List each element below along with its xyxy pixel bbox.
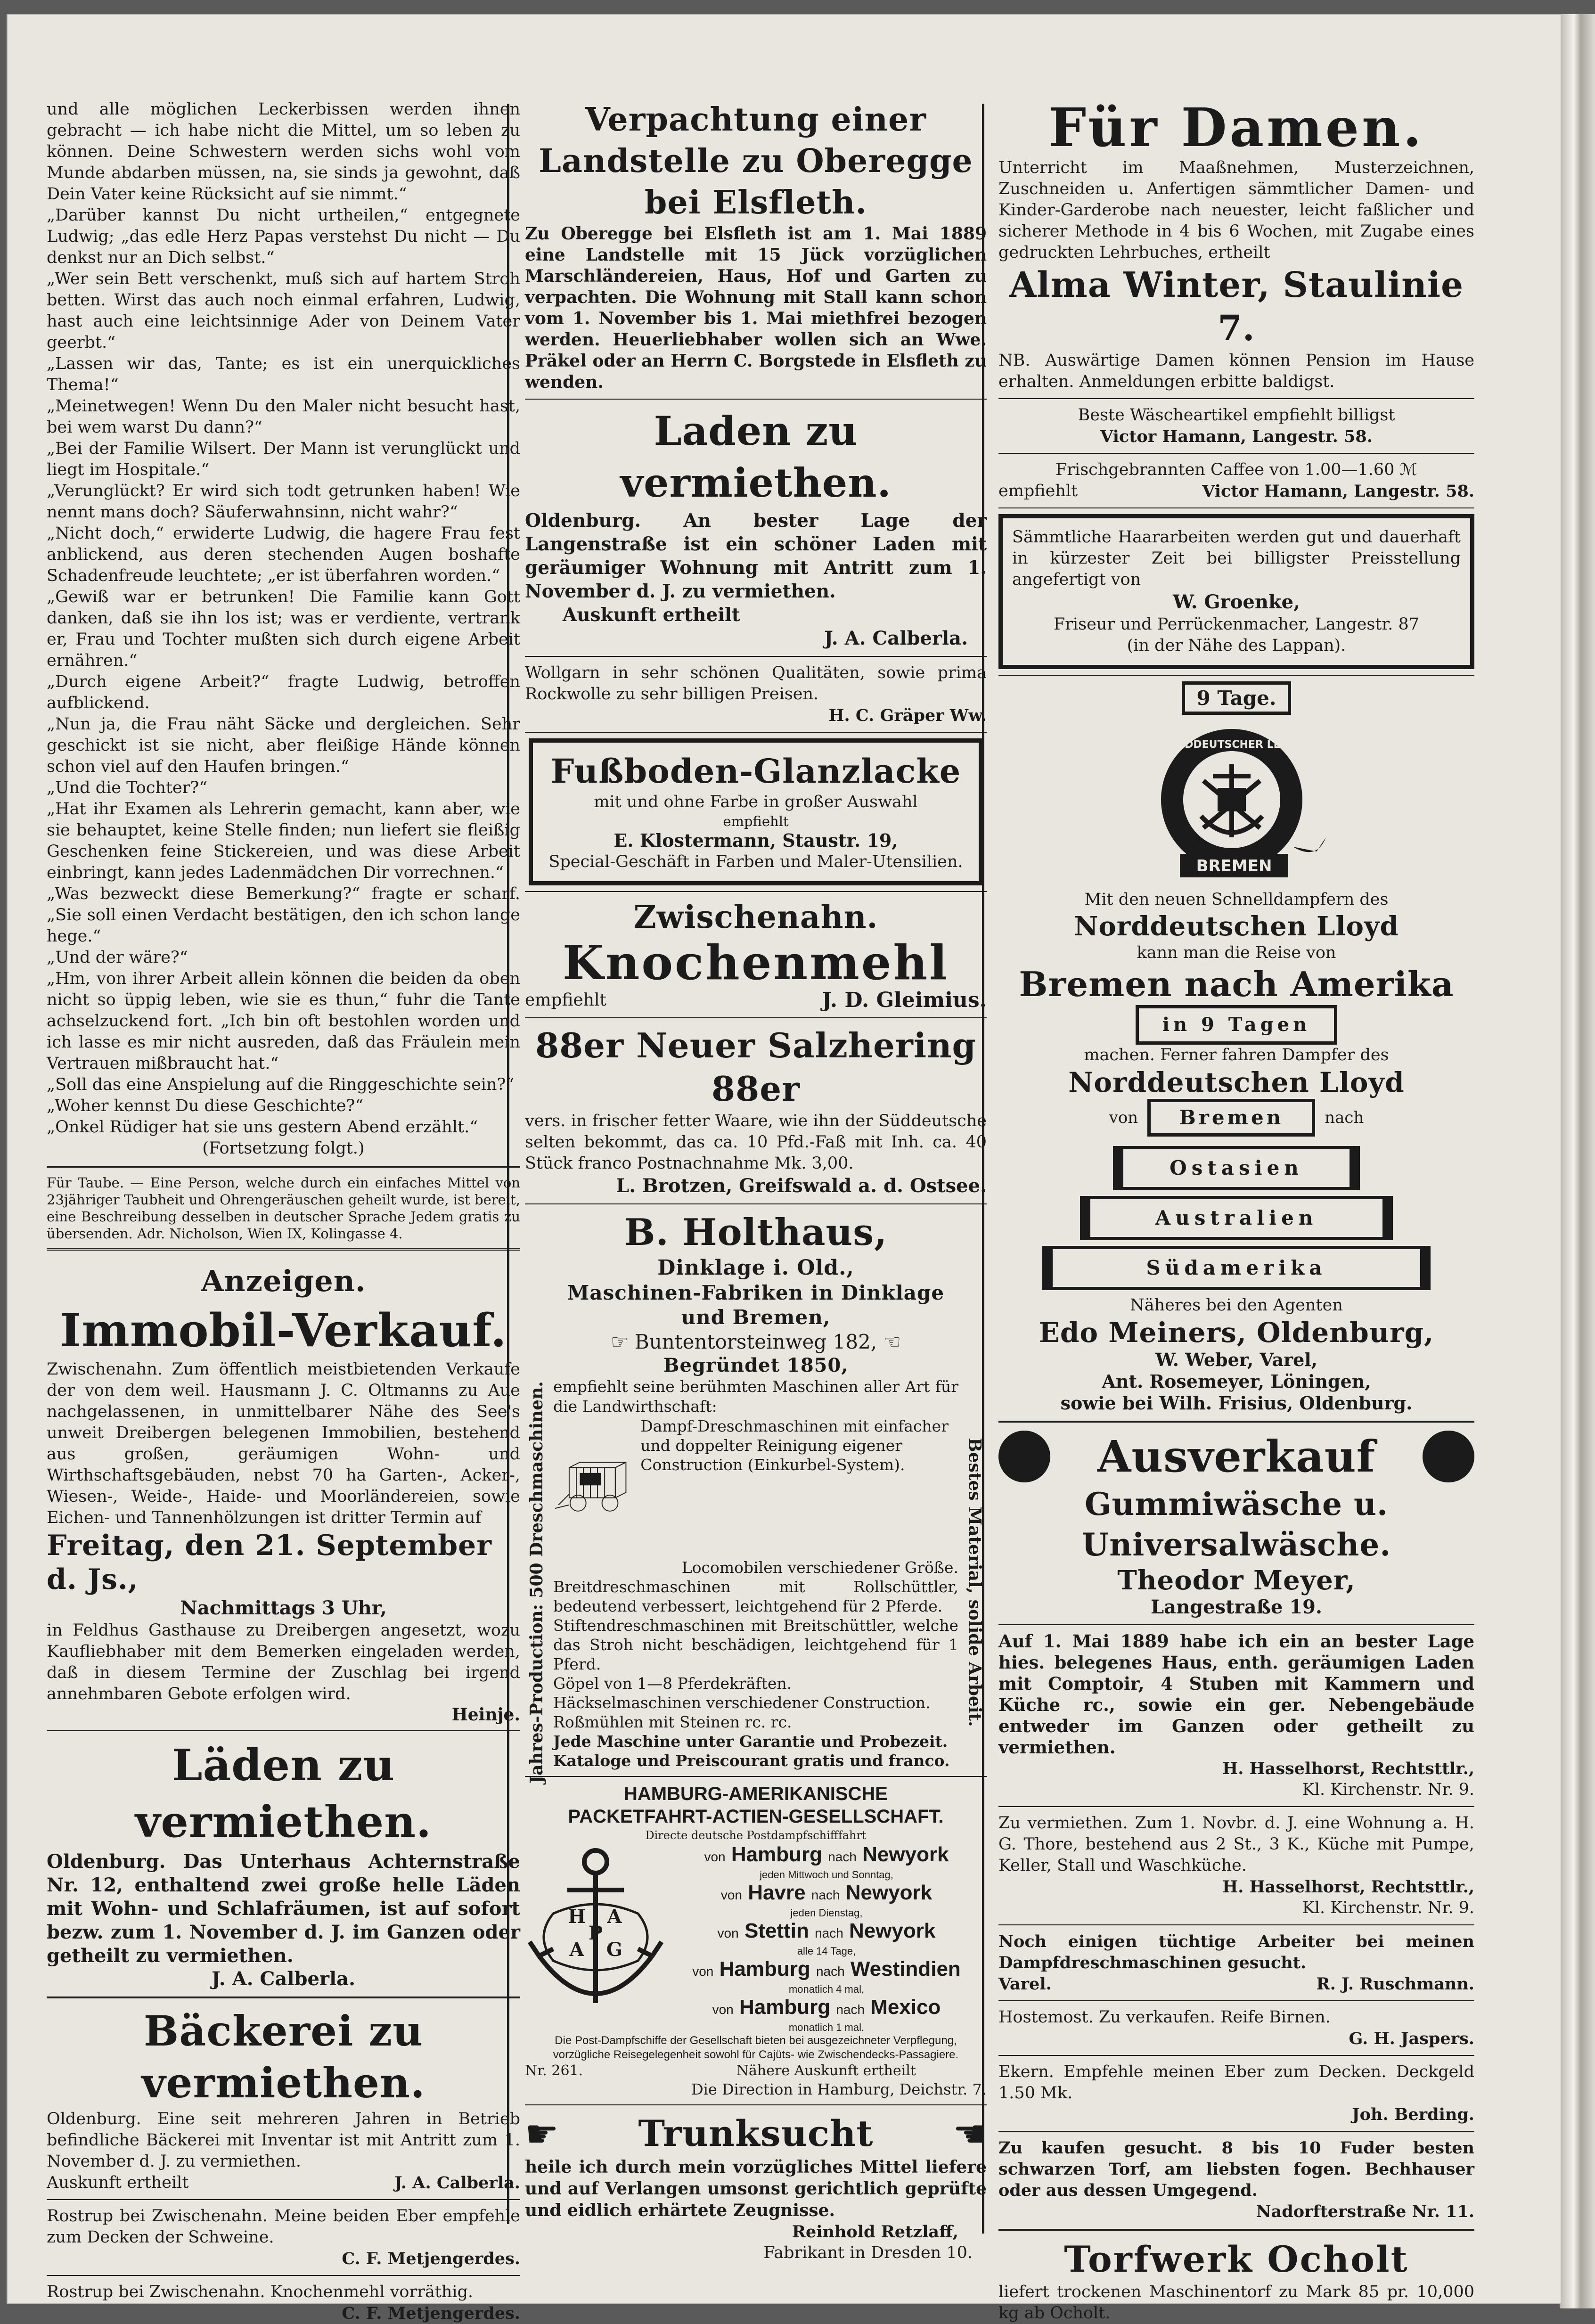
route-to: Newyork (845, 1881, 932, 1904)
lloyd-von: von (1109, 1108, 1138, 1127)
divider (47, 2275, 520, 2276)
holthaus-item: Breitdreschmaschinen mit Rollschüttler, bedeutend verbessert, leichtgehend für 2 Pferde. (553, 1578, 958, 1615)
lloyd-von-row (998, 1099, 1474, 1137)
lloyd-agents-heading: Näheres bei den Agenten (1130, 1296, 1343, 1315)
hapag-route (666, 1919, 987, 1957)
laden-signature: J. A. Calberla. (824, 627, 968, 649)
divider (525, 1203, 987, 1204)
divider (998, 1806, 1474, 1807)
story-paragraph: und alle möglichen Leckerbissen werden ihnen gebracht — ich habe nicht die Mittel, um so leben zu können. Deine Schwestern werden sichs wohl vom Munde abdarben müssen, na, sie sinds ja gewohnt, daß Dein Vater keine Rücksicht auf sie nimmt.“ (47, 100, 520, 204)
holthaus-item: Stiftendreschmaschinen mit Breitschüttler, welche das Stroh nicht beschädigen, leichtgehend für 1 Pferd. (553, 1616, 958, 1673)
laeden-title: Läden zu vermiethen. (135, 1740, 432, 1847)
divider (998, 2000, 1474, 2001)
ausverkauf-title: Ausverkauf (1097, 1431, 1376, 1482)
lloyd-days-box: 9 Tage. (1182, 681, 1291, 715)
route-note: jeden Dienstag, (790, 1907, 863, 1919)
salzhering-signature: L. Brotzen, Greifswald a. d. Ostsee. (616, 1175, 987, 1197)
page-edge (1560, 14, 1595, 2308)
pointing-hand-icon: ☚ (953, 2111, 987, 2156)
hapag-number: Nr. 261. (525, 2062, 583, 2079)
hapag-footer (525, 2062, 987, 2080)
fussboden-title: Fußboden-Glanzlacke (550, 752, 961, 791)
holthaus-loco: Locomobilen verschiedener Größe. (681, 1558, 958, 1577)
story-paragraph: „Verunglückt? Er wird sich todt getrunken haben! Wie nennt mans doch? Säuferwahnsinn, nicht wahr?“ (47, 482, 520, 522)
newspaper-page (7, 14, 1562, 2323)
lloyd-bremen-box: Bremen (1147, 1099, 1315, 1137)
lloyd-emblem-bottom: BREMEN (1196, 857, 1272, 876)
caffee-footer (998, 481, 1474, 502)
hapag-logo-letter: P (588, 1922, 603, 1944)
hapag-route (666, 1957, 987, 1996)
wohnung-signature: H. Hasselhorst, Rechtsttlr., (1222, 1877, 1474, 1897)
hapag-subtitle: Directe deutsche Postdampfschifffahrt (645, 1829, 867, 1842)
lloyd-agent: Edo Meiners, Oldenburg, (1039, 1317, 1434, 1349)
story-paragraph: „Onkel Rüdiger hat sie uns gestern Abend erzählt.“ (47, 1118, 478, 1137)
lloyd-line-3: machen. Ferner fahren Dampfer des (1084, 1046, 1389, 1064)
holthaus-location: Dinklage i. Old., (657, 1256, 854, 1280)
holthaus-side-left-wrap (525, 1276, 548, 1889)
holthaus-machine-row (553, 1416, 958, 1558)
story-paragraph: „Was bezweckt diese Bemerkung?“ fragte er scharf. „Sie soll einen Verdacht bestätigen, den ich schon lange hege.“ (47, 884, 520, 946)
divider (525, 1017, 987, 1018)
route-from: Stettin (744, 1919, 809, 1942)
middle-column (525, 99, 987, 2264)
holthaus-side-right-wrap (963, 1276, 987, 1889)
story-paragraph: „Lassen wir das, Tante; es ist ein unerquickliches Thema!“ (47, 354, 520, 394)
story-paragraph: „Soll das eine Anspielung auf die Ringgeschichte sein?“ (47, 1075, 515, 1094)
divider (998, 1624, 1474, 1625)
hapag-title-2: PACKETFAHRT-ACTIEN-GESELLSCHAFT. (568, 1806, 944, 1827)
haar-address-2: (in der Nähe des Lappan). (1127, 636, 1346, 655)
route-from: Hamburg (731, 1843, 822, 1866)
route-von: von (704, 1849, 726, 1864)
mai-signature-2: Kl. Kirchenstr. Nr. 9. (1302, 1780, 1474, 1799)
arbeiter-signature: R. J. Ruschmann. (1316, 1974, 1474, 1994)
waesche-signature: Victor Hamann, Langestr. 58. (1100, 427, 1373, 446)
fussboden-line: mit und ohne Farbe in großer Auswahl (594, 793, 918, 811)
lloyd-name-2: Norddeutschen Lloyd (1068, 1066, 1405, 1098)
story-paragraph: „Darüber kannst Du nicht urtheilen,“ entgegnete Ludwig; „das edle Herz Papas verstehst Du nicht — Du denkst nur an Dich selbst.“ (47, 206, 520, 267)
route-nach: nach (815, 1926, 843, 1940)
route-note: alle 14 Tage, (797, 1945, 856, 1957)
lloyd-nach: nach (1325, 1108, 1364, 1127)
hapag-logo-letter: A (569, 1939, 584, 1961)
hapag-route (666, 1881, 987, 1919)
fussboden-special: Special-Geschäft in Farben und Maler-Utensilien. (548, 852, 963, 871)
ads-heading: Anzeigen. (201, 1264, 366, 1298)
divider (525, 2104, 987, 2105)
holthaus-intro: empfiehlt seine berühmten Maschinen aller Art für die Landwirthschaft: (553, 1377, 958, 1416)
baeckerei-title: Bäckerei zu vermiethen. (141, 2006, 425, 2107)
gummi-title: Gummiwäsche u. Universalwäsche. (1081, 1486, 1391, 1563)
hostemost-signature: G. H. Jaspers. (1349, 2029, 1474, 2048)
route-note: monatlich 4 mal, (788, 1983, 865, 1995)
divider (998, 675, 1474, 676)
knochen-text: Rostrup bei Zwischenahn. Knochenmehl vorräthig. (47, 2283, 474, 2301)
salzhering-title: 88er Neuer Salzhering 88er (535, 1025, 976, 1109)
immobil-date: Freitag, den 21. September d. Js., (47, 1529, 492, 1596)
haar-address: Friseur und Perrückenmacher, Langestr. 87 (1053, 615, 1420, 634)
gummi-name: Theodor Meyer, (1117, 1565, 1356, 1596)
trunksucht-header (525, 2111, 987, 2156)
divider (525, 732, 987, 733)
wohnung-signature-2: Kl. Kirchenstr. Nr. 9. (1302, 1898, 1474, 1917)
immobil-signature: Heinje. (451, 1705, 520, 1725)
lloyd-line-1: Mit den neuen Schnelldampfern des (1084, 890, 1389, 909)
lloyd-ad (998, 681, 1474, 1414)
laden-title: Laden zu vermiethen. (620, 408, 892, 506)
ornament-circle-icon (998, 1431, 1050, 1482)
story-paragraph: „Durch eigene Arbeit?“ fragte Ludwig, betroffen aufblickend. (47, 672, 520, 712)
gummi-address: Langestraße 19. (1151, 1596, 1322, 1618)
caffee-empfiehlt: empfiehlt (998, 482, 1078, 500)
hapag-logo-letter: G (606, 1939, 623, 1961)
lloyd-agent: sowie bei Wilh. Frisius, Oldenburg. (1060, 1392, 1413, 1414)
immobil-text-2: in Feldhus Gasthause zu Dreibergen angesetzt, wozu Kaufliebhaber mit dem Bemerken eingeladen werden, daß in diesem Termine der Zuschlag bei irgend annehmbaren Gebote erfolgen wird. (47, 1621, 520, 1703)
baeckerei-text: Oldenburg. Eine seit mehreren Jahren in Betrieb befindliche Bäckerei mit Inventar ist mit Antritt zum 1. November d. J. zu vermiethen. (47, 2110, 520, 2171)
route-to: Newyork (849, 1919, 936, 1942)
serial-story (47, 99, 520, 1159)
story-paragraph: „Und der wäre?“ (47, 948, 188, 967)
story-paragraph: „Hm, von ihrer Arbeit allein können die beiden da oben nicht so üppig leben, wie sie es thun,“ fuhr die Tante achselzuckend fort. „Ich bin oft bestohlen worden und ich lasse es mir nicht ausreden, daß das Fräulein mein Vertrauen mißbraucht hat.“ (47, 969, 520, 1073)
pointing-hand-icon: ☞ (610, 1330, 629, 1353)
divider (525, 891, 987, 892)
immobil-time: Nachmittags 3 Uhr, (180, 1597, 387, 1619)
trunksucht-title: Trunksucht (638, 2112, 874, 2154)
story-paragraph: „Nun ja, die Frau näht Säcke und dergleichen. Sehr geschickt ist sie nicht, aber fleißige Hände können schon viel auf den Haufen bringen.“ (47, 715, 520, 776)
holthaus-title: B. Holthaus, (624, 1211, 888, 1254)
hapag-logo-letter: A (607, 1906, 622, 1928)
divider (998, 2131, 1474, 2132)
divider (47, 1248, 520, 1251)
story-paragraph: „Wer sein Bett verschenkt, muß sich auf hartem Stroh betten. Wirst das auch noch einmal erfahren, Ludwig, hast auch eine leichtsinnige Ader von Deinem Vater geerbt.“ (47, 270, 520, 352)
wolle-text: Wollgarn in sehr schönen Qualitäten, sowie prima Rockwolle zu sehr billigen Preisen. (525, 663, 987, 704)
threshing-machine-icon (553, 1416, 635, 1558)
verpachtung-title: Verpachtung einer Landstelle zu Oberegge bei Elsfleth. (539, 101, 973, 221)
story-paragraph: „Hat ihr Examen als Lehrerin gemacht, kann aber, wie sie behauptet, keine Stelle finden; nun liefert sie fleißig Geschenken feine Stickereien, und was diese Arbeit einbringt, kann jedes Ladenmädchen Dir vorrechnen.“ (47, 800, 520, 882)
torfwerk-text: liefert trockenen Maschinentorf zu Mark 85 pr. 10,000 kg ab Ocholt. (998, 2283, 1474, 2323)
ekern-signature: Joh. Berding. (1352, 2105, 1474, 2124)
mai-signature: H. Hasselhorst, Rechtsttlr., (1222, 1759, 1474, 1778)
ornament-circle-icon (1423, 1431, 1474, 1482)
hapag-info: Nähere Auskunft ertheilt (736, 2062, 916, 2079)
route-nach: nach (836, 2002, 865, 2017)
knochenmehl-title: Knochenmehl (562, 935, 949, 990)
story-paragraph: „Und die Tochter?“ (47, 778, 208, 797)
hapag-route-line (666, 1957, 987, 1983)
trunksucht-signature: Reinhold Retzlaff, (792, 2222, 958, 2242)
story-paragraph: „Meinetwegen! Wenn Du den Maler nicht besucht hast, bei wem warst Du dann?“ (47, 397, 520, 437)
route-to: Newyork (862, 1843, 949, 1866)
haar-text: Sämmtliche Haararbeiten werden gut und dauerhaft in kürzester Zeit bei billigster Preisstellung angefertigt von (1012, 528, 1461, 589)
damen-text: Unterricht im Maaßnehmen, Musterzeichnen, Zuschneiden u. Anfertigen sämmtlicher Damen- und Kinder-Garderobe nach neuester, leicht faßlicher und sicherer Methode in 4 bis 6 Wochen, mit Zugabe eines gedruckten Lehrbuches, ertheilt (998, 158, 1474, 262)
hapag-route (666, 1843, 987, 1881)
eber-text: Rostrup bei Zwischenahn. Meine beiden Eber empfehle zum Decken der Schweine. (47, 2207, 520, 2247)
trunksucht-ad (525, 2111, 987, 2264)
baeckerei-auskunft: Auskunft ertheilt (47, 2173, 189, 2192)
divider (525, 399, 987, 400)
knochenmehl-footer (525, 989, 987, 1012)
caffee-text: Frischgebrannten Caffee von 1.00—1.60 ℳ (1055, 460, 1417, 479)
torf-text: Zu kaufen gesucht. 8 bis 10 Fuder besten schwarzen Torf, am liebsten fogen. Bechhauser oder aus dessen Umgegend. (998, 2138, 1474, 2200)
arbeiter-text: Noch einigen tüchtige Arbeiter bei meinen Dampfdreschmaschinen gesucht. (998, 1932, 1474, 1972)
pointing-hand-icon: ☜ (883, 1330, 901, 1353)
route-note: jeden Mittwoch und Sonntag, (760, 1869, 893, 1881)
fussboden-ad (529, 738, 983, 885)
hapag-logo-letter: H (568, 1906, 586, 1928)
holthaus-ad (525, 1210, 987, 1784)
holthaus-subtitle: Maschinen-Fabriken in Dinklage und Bremen, (567, 1281, 945, 1329)
route-from: Havre (748, 1881, 806, 1904)
hapag-title: HAMBURG-AMERIKANISCHE (624, 1784, 888, 1804)
route-nach: nach (828, 1849, 857, 1864)
divider (47, 1166, 520, 1168)
divider (998, 1421, 1474, 1423)
route-from: Hamburg (719, 1957, 810, 1980)
route-von: von (717, 1926, 739, 1940)
story-paragraph: „Woher kennst Du diese Geschichte?“ (47, 1097, 364, 1115)
verpachtung-text: Zu Oberegge bei Elsfleth ist am 1. Mai 1889 eine Landstelle mit 15 Jück vorzüglichen Marschländereien, Haus, Hof und Garten zu verpachten. Die Wohnung mit Stall kann schon vom 1. November bis 1. Mai miethfrei bezogen werden. Heuerliebhaber wollen sich an Wwe. Präkel oder an Herrn C. Borgstede in Elsfleth zu wenden. (525, 224, 987, 392)
torfwerk-title: Torfwerk Ocholt (1064, 2238, 1409, 2280)
knochenmehl-empfiehlt: empfiehlt (525, 990, 606, 1010)
lloyd-line-2: kann man die Reise von (1137, 943, 1336, 962)
ekern-text: Ekern. Empfehle meinen Eber zum Decken. Deckgeld 1.50 Mk. (998, 2062, 1474, 2103)
lloyd-agent: W. Weber, Varel, (1155, 1349, 1317, 1370)
fussboden-firm: E. Klostermann, Staustr. 19, (613, 830, 898, 851)
divider (525, 1776, 987, 1777)
eber-signature: C. F. Metjengerdes. (342, 2249, 520, 2268)
caffee-signature: Victor Hamann, Langestr. 58. (1202, 482, 1474, 501)
divider (47, 2199, 520, 2200)
mai-text: Auf 1. Mai 1889 habe ich ein an bester Lage hies. belegenes Haus, enth. geräumigen Laden mit Comptoir, 4 Stuben mit Kammern und Küche rc., sowie ein ger. Nebengebäude entweder im Ganzen oder getheilt zu vermiethen. (998, 1631, 1474, 1758)
lloyd-emblem-top: NORDDEUTSCHER LLOYD (1159, 739, 1304, 751)
lloyd-destination: Ostasien (1113, 1146, 1360, 1190)
route-von: von (712, 2002, 734, 2017)
divider (525, 656, 987, 657)
story-paragraph: „Nicht doch,“ erwiderte Ludwig, die hagere Frau fest anblickend, aus deren stechenden Augen boshafte Schadenfreude leuchtete; „er ist überfahren worden.“ (47, 524, 520, 585)
hapag-route-line (666, 1843, 987, 1869)
lloyd-destination: Südamerika (1042, 1246, 1431, 1290)
damen-nb: NB. Auswärtige Damen können Pension im Hause erhalten. Anmeldungen erbitte baldigst. (998, 351, 1474, 391)
holthaus-address: Buntentorsteinweg 182, (634, 1330, 877, 1353)
arbeiter-location: Varel. (998, 1974, 1052, 1994)
laden-auskunft: Auskunft ertheilt (563, 604, 740, 626)
story-continuation: (Fortsetzung folgt.) (202, 1139, 365, 1158)
holthaus-side-left: Jahres-Production: 500 Dreschmaschinen. (527, 1381, 547, 1784)
immobil-text: Zwischenahn. Zum öffentlich meistbietenden Verkaufe der von dem weil. Hausmann J. C. Oltmanns zu Aue nachgelassenen, in unmittelbarer Nähe des See's unweit Dreibergen belegenen Immobilien, bestehend aus großen, geräumigen Wohn- und Wirthschaftsgebäuden, nebst 70 ha Garten-, Acker-, Wiesen-, Weide-, Haide- und Moorländereien, sowie Eichen- und Tannenhölzungen ist dritter Termin auf (47, 1360, 520, 1527)
route-to: Westindien (850, 1957, 961, 1980)
trunksucht-signature-2: Fabrikant in Dresden 10. (763, 2243, 973, 2262)
salzhering-text: vers. in frischer fetter Waare, wie ihn der Süddeutsche selten bekommt, das ca. 10 Pfd.-Faß mit Inh. ca. 40 Stück franco Postnachnahme Mk. 3,00. (525, 1112, 987, 1173)
route-von: von (720, 1888, 742, 1902)
lloyd-agent: Ant. Rosemeyer, Löningen, (1102, 1371, 1371, 1392)
hapag-direction: Die Direction in Hamburg, Deichstr. 7. (691, 2080, 987, 2098)
lloyd-in-days: in 9 Tagen (1136, 1005, 1337, 1045)
holthaus-founded: Begründet 1850, (663, 1354, 849, 1376)
divider (998, 453, 1474, 454)
lloyd-destination: Australien (1080, 1196, 1393, 1240)
immobil-title: Immobil-Verkauf. (60, 1304, 507, 1357)
holthaus-item: Jede Maschine unter Garantie und Probezeit. (553, 1732, 948, 1751)
holthaus-address-row (553, 1330, 958, 1354)
damen-name: Alma Winter, Staulinie 7. (1009, 265, 1464, 349)
damen-title: Für Damen. (1048, 97, 1424, 159)
deaf-notice: Für Taube. — Eine Person, welche durch ein einfaches Mittel von 23jähriger Taubheit und Ohrengeräuschen geheilt wurde, ist bereit, eine Beschreibung desselben in deutscher Sprache Jedem gratis zu übersenden. Adr. Nicholson, Wien IX, Kolingasse 4. (47, 1175, 520, 1242)
route-nach: nach (816, 1964, 845, 1979)
divider (998, 398, 1474, 399)
waesche-text: Beste Wäscheartikel empfiehlt billigst (1078, 406, 1395, 425)
holthaus-dampf: Dampf-Dreschmaschinen mit einfacher und doppelter Reinigung eigener Construction (Einkurbel-System). (640, 1417, 949, 1474)
ausverkauf-row (998, 1429, 1474, 1484)
torf-signature: Nadorfterstraße Nr. 11. (1256, 2202, 1474, 2221)
lloyd-name: Norddeutschen Lloyd (1074, 911, 1399, 942)
wolle-signature: H. C. Gräper Ww. (828, 706, 987, 725)
lloyd-emblem-icon (1137, 720, 1335, 889)
hapag-ad (525, 1783, 987, 2099)
story-paragraph: „Gewiß war er betrunken! Die Familie kann Gott danken, daß sie ihn los ist; was er verdiente, vertrank er, Frau und Tochter mußten sich durch eigene Arbeit ernähren.“ (47, 588, 520, 670)
holthaus-item: Kataloge und Preiscourant gratis und franco. (553, 1751, 950, 1770)
holthaus-item: Göpel von 1—8 Pferdekräften. (553, 1674, 792, 1693)
holthaus-item: Roßmühlen mit Steinen rc. rc. (553, 1713, 792, 1731)
holthaus-side-right: Bestes Material, solide Arbeit. (965, 1438, 985, 1727)
divider (998, 2229, 1474, 2231)
divider (47, 1730, 520, 1731)
zwischenahn-heading: Zwischenahn. (633, 899, 878, 935)
route-to: Mexico (870, 1996, 941, 2019)
hapag-body (525, 1843, 987, 2034)
divider (47, 1997, 520, 1998)
hapag-route-line (666, 1881, 987, 1907)
right-column (998, 99, 1474, 2324)
hapag-text: Die Post-Dampfschiffe der Gesellschaft bieten bei ausgezeichneter Verpflegung, vorzügliche Reisegelegenheit sowohl für Cajüts- wie Zwischendecks-Passagiere. (553, 2034, 959, 2061)
route-nach: nach (811, 1888, 840, 1902)
hapag-route-line (666, 1919, 987, 1945)
lloyd-route: Bremen nach Amerika (1019, 964, 1454, 1004)
route-von: von (692, 1964, 714, 1979)
hapag-route-line (666, 1996, 987, 2021)
baeckerei-signature: J. A. Calberla. (394, 2173, 520, 2193)
divider (998, 1924, 1474, 1925)
pointing-hand-icon: ☛ (525, 2111, 559, 2156)
laeden-text: Oldenburg. Das Unterhaus Achternstraße Nr. 12, enthaltend zwei große helle Läden mit Wohn- und Schlafräumen, ist auf sofort bezw. zum 1. November d. J. im Ganzen oder getheilt zu vermiethen. (47, 1850, 520, 1967)
baeckerei-footer (47, 2172, 520, 2193)
divider (998, 2055, 1474, 2056)
route-from: Hamburg (739, 1996, 831, 2019)
haar-name: W. Groenke, (1172, 591, 1301, 613)
route-note: monatlich 1 mal. (788, 2021, 865, 2033)
lloyd-destinations (998, 1146, 1474, 1290)
knochenmehl-signature: J. D. Gleimius. (822, 988, 987, 1012)
fussboden-empfiehlt: empfiehlt (723, 813, 789, 829)
arbeiter-footer (998, 1973, 1474, 1995)
knochen-signature: C. F. Metjengerdes. (342, 2304, 520, 2323)
haar-ad (998, 514, 1474, 669)
holthaus-item: Häckselmaschinen verschiedener Construction. (553, 1694, 931, 1712)
story-paragraph: „Bei der Familie Wilsert. Der Mann ist verunglückt und liegt im Hospitale.“ (47, 439, 520, 479)
hapag-routes (666, 1843, 987, 2034)
laeden-signature: J. A. Calberla. (211, 1968, 356, 1990)
laden-text: Oldenburg. An bester Lage der Langenstraße ist ein schöner Laden mit geräumiger Wohnung mit Antritt zum 1. November d. J. zu vermiethen. (525, 510, 987, 602)
wohnung-text: Zu vermiethen. Zum 1. Novbr. d. J. eine Wohnung a. H. G. Thore, bestehend aus 2 St., 3 K., Küche mit Pumpe, Keller, Stall und Waschküche. (998, 1814, 1474, 1875)
hostemost-text: Hostemost. Zu verkaufen. Reife Birnen. (998, 2008, 1331, 2027)
left-column (47, 99, 520, 2324)
hapag-route (666, 1996, 987, 2034)
trunksucht-text: heile ich durch mein vorzügliches Mittel liefere und auf Verlangen umsonst gerichtlich geprüfte und eidlich erhärtete Zeugnisse. (525, 2157, 987, 2220)
divider (998, 507, 1474, 508)
